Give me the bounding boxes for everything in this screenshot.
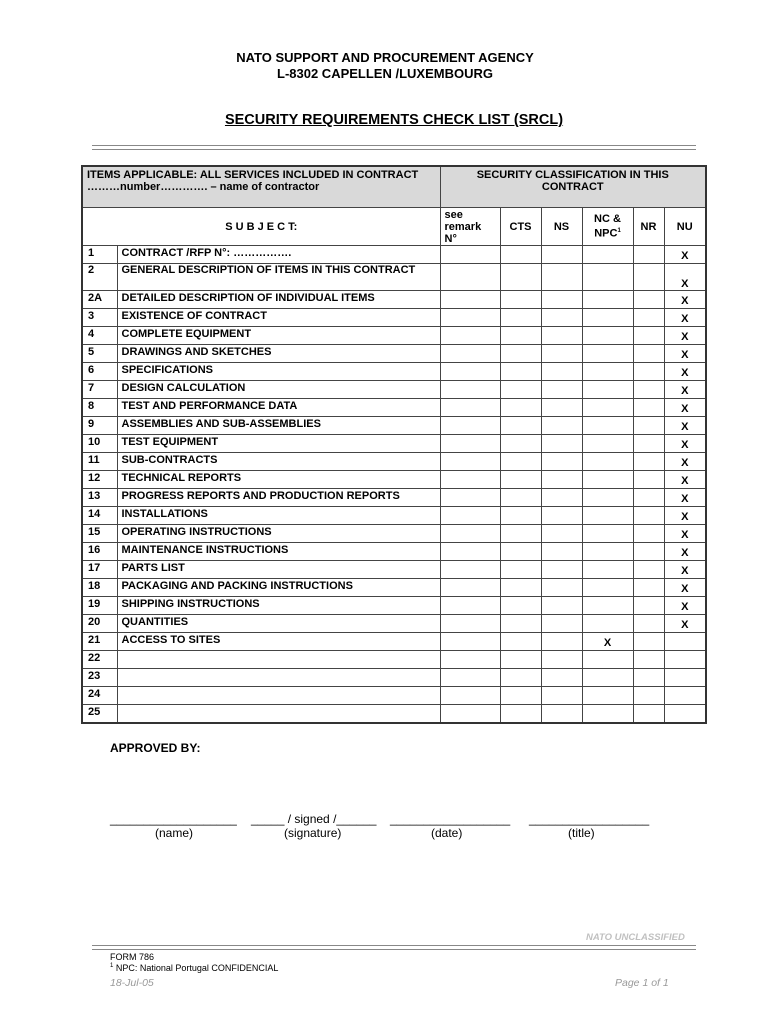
name-label: (name) xyxy=(155,826,194,840)
row-number: 10 xyxy=(82,435,117,453)
row-number: 2A xyxy=(82,291,117,309)
cell-cts xyxy=(500,417,541,435)
col-ns-header: NS xyxy=(541,208,582,246)
cell-ns xyxy=(541,264,582,291)
cell-nr xyxy=(633,399,664,417)
table-row xyxy=(82,417,706,435)
row-subject: SUB-CONTRACTS xyxy=(117,453,440,471)
cell-nr xyxy=(633,705,664,724)
row-subject: ASSEMBLIES AND SUB-ASSEMBLIES xyxy=(117,417,440,435)
agency-name: NATO SUPPORT AND PROCUREMENT AGENCY xyxy=(236,50,534,65)
cell-cts xyxy=(500,399,541,417)
cell-cts xyxy=(500,453,541,471)
cell-nu: X xyxy=(664,327,706,345)
row-subject: PROGRESS REPORTS AND PRODUCTION REPORTS xyxy=(117,489,440,507)
page-title: SECURITY REQUIREMENTS CHECK LIST (SRCL) xyxy=(224,112,564,128)
cell-cts xyxy=(500,327,541,345)
col-cts-header: CTS xyxy=(500,208,541,246)
cell-cts xyxy=(500,435,541,453)
cell-cts xyxy=(500,597,541,615)
cell-nc xyxy=(582,246,633,264)
row-subject xyxy=(117,651,440,669)
cell-remark xyxy=(440,309,500,327)
cell-ns xyxy=(541,687,582,705)
cell-nu: X xyxy=(664,417,706,435)
cell-cts xyxy=(500,633,541,651)
table-row xyxy=(82,246,706,264)
table-row xyxy=(82,309,706,327)
cell-nr xyxy=(633,651,664,669)
items-applicable-cell: ITEMS APPLICABLE: ALL SERVICES INCLUDED IN CONTRACT ………number…………. – name of contractor xyxy=(82,166,440,208)
cell-nr xyxy=(633,435,664,453)
cell-nc xyxy=(582,399,633,417)
cell-nc xyxy=(582,561,633,579)
footer-date: 18-Jul-05 xyxy=(110,977,154,989)
row-number: 19 xyxy=(82,597,117,615)
row-subject: OPERATING INSTRUCTIONS xyxy=(117,525,440,543)
cell-ns xyxy=(541,453,582,471)
row-number: 14 xyxy=(82,507,117,525)
cell-nc xyxy=(582,705,633,724)
signature-line: _____ / signed /______ xyxy=(251,812,377,826)
table-row xyxy=(82,525,706,543)
cell-nu xyxy=(664,633,706,651)
col-nc-label: NC & NPC xyxy=(594,213,621,240)
cell-nc xyxy=(582,309,633,327)
cell-cts xyxy=(500,363,541,381)
table-row xyxy=(82,327,706,345)
cell-remark xyxy=(440,525,500,543)
cell-remark xyxy=(440,615,500,633)
cell-cts xyxy=(500,669,541,687)
cell-ns xyxy=(541,309,582,327)
cell-ns xyxy=(541,471,582,489)
cell-remark xyxy=(440,597,500,615)
row-number: 23 xyxy=(82,669,117,687)
cell-nr xyxy=(633,327,664,345)
classification-header: SECURITY CLASSIFICATION IN THIS CONTRACT xyxy=(440,166,706,208)
cell-cts xyxy=(500,345,541,363)
table-row xyxy=(82,363,706,381)
cell-nr xyxy=(633,561,664,579)
table-row xyxy=(82,291,706,309)
table-row xyxy=(82,579,706,597)
cell-remark xyxy=(440,399,500,417)
cell-nc xyxy=(582,651,633,669)
cell-nu: X xyxy=(664,489,706,507)
srcl-table xyxy=(81,165,707,724)
cell-ns xyxy=(541,597,582,615)
cell-cts xyxy=(500,489,541,507)
row-number: 4 xyxy=(82,327,117,345)
cell-ns xyxy=(541,417,582,435)
cell-nc xyxy=(582,453,633,471)
classification-marking: NATO UNCLASSIFIED xyxy=(586,932,685,943)
cell-nr xyxy=(633,291,664,309)
cell-cts xyxy=(500,561,541,579)
cell-nu: X xyxy=(664,363,706,381)
table-row xyxy=(82,633,706,651)
cell-nu xyxy=(664,651,706,669)
table-row xyxy=(82,345,706,363)
cell-remark xyxy=(440,453,500,471)
col-nc-footnote-ref: 1 xyxy=(617,228,621,235)
row-subject xyxy=(117,687,440,705)
cell-remark xyxy=(440,705,500,724)
title-label: (title) xyxy=(568,826,595,840)
cell-ns xyxy=(541,669,582,687)
table-row xyxy=(82,543,706,561)
cell-nr xyxy=(633,579,664,597)
date-label: (date) xyxy=(431,826,463,840)
cell-ns xyxy=(541,327,582,345)
cell-nr xyxy=(633,507,664,525)
cell-nc xyxy=(582,489,633,507)
table-row xyxy=(82,471,706,489)
cell-cts xyxy=(500,525,541,543)
table-row xyxy=(82,381,706,399)
cell-remark xyxy=(440,246,500,264)
cell-nc xyxy=(582,597,633,615)
row-number: 16 xyxy=(82,543,117,561)
cell-nu xyxy=(664,705,706,724)
cell-cts xyxy=(500,507,541,525)
title-line: __________________ xyxy=(529,812,650,826)
table-header-row xyxy=(82,166,706,208)
row-number: 3 xyxy=(82,309,117,327)
cell-remark xyxy=(440,381,500,399)
row-subject: COMPLETE EQUIPMENT xyxy=(117,327,440,345)
cell-remark xyxy=(440,417,500,435)
cell-cts xyxy=(500,291,541,309)
row-subject xyxy=(117,669,440,687)
cell-remark xyxy=(440,345,500,363)
cell-nu xyxy=(664,669,706,687)
footnote-mark: 1 xyxy=(110,963,114,969)
cell-nu: X xyxy=(664,507,706,525)
cell-nr xyxy=(633,543,664,561)
cell-remark xyxy=(440,651,500,669)
row-number: 9 xyxy=(82,417,117,435)
row-subject: PARTS LIST xyxy=(117,561,440,579)
cell-cts xyxy=(500,264,541,291)
cell-ns xyxy=(541,543,582,561)
cell-cts xyxy=(500,309,541,327)
cell-nr xyxy=(633,489,664,507)
row-number: 7 xyxy=(82,381,117,399)
page-number: Page 1 of 1 xyxy=(615,977,669,989)
cell-nc xyxy=(582,507,633,525)
cell-remark xyxy=(440,435,500,453)
cell-nu: X xyxy=(664,561,706,579)
col-remark-header: see remark N° xyxy=(440,208,500,246)
cell-nc xyxy=(582,345,633,363)
cell-cts xyxy=(500,687,541,705)
row-subject: DESIGN CALCULATION xyxy=(117,381,440,399)
agency-address: L-8302 CAPELLEN /LUXEMBOURG xyxy=(277,66,493,81)
cell-nu: X xyxy=(664,471,706,489)
col-nu-header: NU xyxy=(664,208,706,246)
table-row xyxy=(82,651,706,669)
cell-nc xyxy=(582,687,633,705)
row-number: 20 xyxy=(82,615,117,633)
cell-nc xyxy=(582,615,633,633)
column-header-row xyxy=(82,208,706,246)
cell-nr xyxy=(633,633,664,651)
cell-remark xyxy=(440,669,500,687)
cell-cts xyxy=(500,381,541,399)
subject-header: S U B J E C T: xyxy=(82,208,440,246)
row-subject: TEST EQUIPMENT xyxy=(117,435,440,453)
header-divider-bottom xyxy=(92,149,696,150)
cell-cts xyxy=(500,246,541,264)
table-row xyxy=(82,489,706,507)
cell-nr xyxy=(633,417,664,435)
cell-nu: X xyxy=(664,597,706,615)
row-number: 11 xyxy=(82,453,117,471)
row-subject: DRAWINGS AND SKETCHES xyxy=(117,345,440,363)
cell-nc xyxy=(582,363,633,381)
cell-nc xyxy=(582,264,633,291)
row-number: 5 xyxy=(82,345,117,363)
cell-nc xyxy=(582,543,633,561)
row-number: 8 xyxy=(82,399,117,417)
cell-remark xyxy=(440,687,500,705)
cell-nc xyxy=(582,291,633,309)
table-row xyxy=(82,561,706,579)
row-subject: DETAILED DESCRIPTION OF INDIVIDUAL ITEMS xyxy=(117,291,440,309)
cell-remark xyxy=(440,507,500,525)
row-number: 15 xyxy=(82,525,117,543)
cell-nr xyxy=(633,525,664,543)
name-line: ___________________ xyxy=(110,812,237,826)
table-row xyxy=(82,687,706,705)
cell-ns xyxy=(541,246,582,264)
cell-nr xyxy=(633,246,664,264)
cell-nr xyxy=(633,264,664,291)
cell-nu: X xyxy=(664,399,706,417)
date-line: __________________ xyxy=(390,812,511,826)
cell-ns xyxy=(541,525,582,543)
cell-nr xyxy=(633,345,664,363)
row-subject: MAINTENANCE INSTRUCTIONS xyxy=(117,543,440,561)
cell-remark xyxy=(440,543,500,561)
cell-ns xyxy=(541,579,582,597)
cell-nc xyxy=(582,417,633,435)
cell-remark xyxy=(440,264,500,291)
cell-nu: X xyxy=(664,264,706,291)
row-subject: SHIPPING INSTRUCTIONS xyxy=(117,597,440,615)
cell-nc xyxy=(582,381,633,399)
cell-ns xyxy=(541,345,582,363)
cell-cts xyxy=(500,615,541,633)
cell-ns xyxy=(541,435,582,453)
cell-nr xyxy=(633,471,664,489)
row-number: 2 xyxy=(82,264,117,291)
cell-remark xyxy=(440,489,500,507)
signature-label: (signature) xyxy=(284,826,342,840)
cell-nr xyxy=(633,381,664,399)
table-row xyxy=(82,507,706,525)
row-subject: INSTALLATIONS xyxy=(117,507,440,525)
cell-ns xyxy=(541,507,582,525)
cell-remark xyxy=(440,471,500,489)
cell-ns xyxy=(541,291,582,309)
cell-ns xyxy=(541,705,582,724)
row-subject xyxy=(117,705,440,724)
row-number: 21 xyxy=(82,633,117,651)
cell-nc: X xyxy=(582,633,633,651)
cell-remark xyxy=(440,579,500,597)
row-subject: EXISTENCE OF CONTRACT xyxy=(117,309,440,327)
row-subject: TECHNICAL REPORTS xyxy=(117,471,440,489)
cell-remark xyxy=(440,561,500,579)
cell-nr xyxy=(633,669,664,687)
footnote xyxy=(110,963,278,973)
table-row xyxy=(82,264,706,291)
row-subject: QUANTITIES xyxy=(117,615,440,633)
cell-remark xyxy=(440,633,500,651)
cell-ns xyxy=(541,381,582,399)
row-number: 24 xyxy=(82,687,117,705)
cell-ns xyxy=(541,651,582,669)
cell-ns xyxy=(541,561,582,579)
cell-remark xyxy=(440,363,500,381)
cell-ns xyxy=(541,363,582,381)
cell-nu: X xyxy=(664,579,706,597)
cell-nu: X xyxy=(664,291,706,309)
cell-cts xyxy=(500,651,541,669)
cell-nc xyxy=(582,579,633,597)
cell-nu: X xyxy=(664,615,706,633)
row-subject: GENERAL DESCRIPTION OF ITEMS IN THIS CONTRACT xyxy=(117,264,440,291)
row-number: 17 xyxy=(82,561,117,579)
cell-nc xyxy=(582,327,633,345)
approved-by-label: APPROVED BY: xyxy=(110,741,201,755)
header-divider-top xyxy=(92,145,696,146)
form-number: FORM 786 xyxy=(110,952,155,962)
row-number: 22 xyxy=(82,651,117,669)
footer-divider-bottom xyxy=(92,949,696,950)
table-row xyxy=(82,705,706,724)
cell-cts xyxy=(500,705,541,724)
cell-nr xyxy=(633,597,664,615)
cell-nu xyxy=(664,687,706,705)
cell-cts xyxy=(500,543,541,561)
cell-nu: X xyxy=(664,309,706,327)
cell-remark xyxy=(440,291,500,309)
row-subject: CONTRACT /RFP N°: ……………. xyxy=(117,246,440,264)
cell-cts xyxy=(500,579,541,597)
cell-nu: X xyxy=(664,345,706,363)
row-subject: TEST AND PERFORMANCE DATA xyxy=(117,399,440,417)
table-row xyxy=(82,453,706,471)
footer-divider-top xyxy=(92,945,696,946)
cell-remark xyxy=(440,327,500,345)
table-body xyxy=(82,246,706,724)
cell-nu: X xyxy=(664,453,706,471)
cell-ns xyxy=(541,615,582,633)
table-row xyxy=(82,615,706,633)
row-number: 1 xyxy=(82,246,117,264)
cell-nr xyxy=(633,453,664,471)
cell-ns xyxy=(541,399,582,417)
cell-nr xyxy=(633,309,664,327)
col-nr-header: NR xyxy=(633,208,664,246)
table-row xyxy=(82,435,706,453)
footnote-text: NPC: National Portugal CONFIDENCIAL xyxy=(113,963,279,973)
cell-nu: X xyxy=(664,381,706,399)
table-row xyxy=(82,399,706,417)
row-number: 13 xyxy=(82,489,117,507)
row-number: 18 xyxy=(82,579,117,597)
row-number: 6 xyxy=(82,363,117,381)
cell-nu: X xyxy=(664,543,706,561)
cell-nc xyxy=(582,669,633,687)
cell-ns xyxy=(541,633,582,651)
cell-ns xyxy=(541,489,582,507)
cell-nr xyxy=(633,363,664,381)
cell-nu: X xyxy=(664,525,706,543)
row-subject: ACCESS TO SITES xyxy=(117,633,440,651)
cell-nu: X xyxy=(664,246,706,264)
cell-nc xyxy=(582,435,633,453)
table-row xyxy=(82,669,706,687)
row-number: 25 xyxy=(82,705,117,724)
table-row xyxy=(82,597,706,615)
cell-nr xyxy=(633,615,664,633)
cell-cts xyxy=(500,471,541,489)
cell-nu: X xyxy=(664,435,706,453)
col-nc-header xyxy=(582,208,633,246)
row-subject: PACKAGING AND PACKING INSTRUCTIONS xyxy=(117,579,440,597)
row-subject: SPECIFICATIONS xyxy=(117,363,440,381)
cell-nr xyxy=(633,687,664,705)
row-number: 12 xyxy=(82,471,117,489)
cell-nc xyxy=(582,525,633,543)
cell-nc xyxy=(582,471,633,489)
